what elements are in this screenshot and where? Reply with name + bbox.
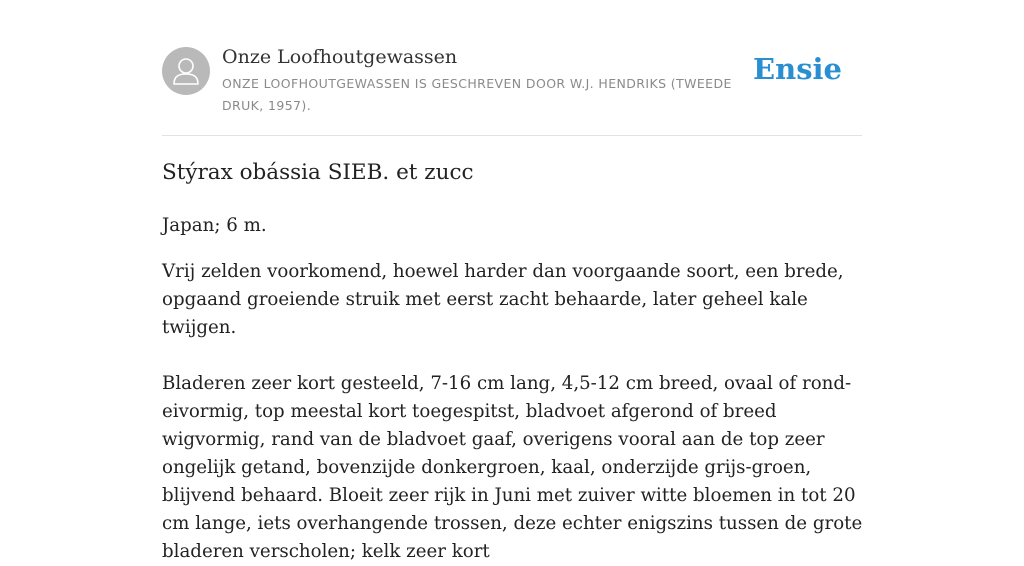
book-description: ONZE LOOFHOUTGEWASSEN IS GESCHREVEN DOOR W.J. HENDRIKS (TWEEDE DRUK, 1957). [222,76,732,113]
entry-title: Stýrax obássia SIEB. et zucc [162,160,474,185]
entry-paragraph-leaves: Bladeren zeer kort gesteeld, 7-16 cm lang, 4,5-12 cm breed, ovaal of rond-eivormig, top meestal kort toegespitst, bladvoet afgerond of breed wigvormig, rand van de bladvoet gaaf, overigens vooral aan de top zeer ongelijk getand, bovenzijde donkergroen, kaal, onderzijde grijs-groen, blijvend behaard. Bloeit zeer rijk in Juni met zuiver witte bloemen in tot 20 cm lange, iets overhangende trossen, deze echter enigszins tussen de grote bladeren verscholen; kelk zeer kort [162,373,863,562]
book-title-link[interactable]: Onze Loofhoutgewassen [222,46,458,68]
entry-paragraph-origin: Japan; 6 m. [162,215,267,236]
ensie-logo-link[interactable]: Ensie [753,52,842,86]
avatar[interactable] [162,47,210,95]
entry-paragraph-description: Vrij zelden voorkomend, hoewel harder dan voorgaande soort, een brede, opgaand groeiende struik met eerst zacht behaarde, later geheel kale twijgen. [162,261,844,338]
entry-body [162,212,872,566]
book-header [162,44,862,136]
user-icon [162,47,210,95]
